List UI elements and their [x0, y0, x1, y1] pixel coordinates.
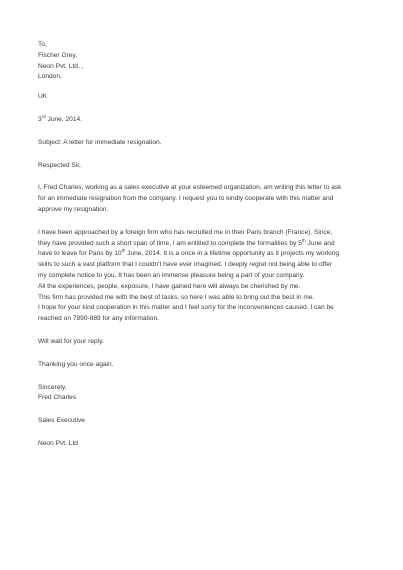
spacer: [38, 325, 383, 337]
paragraph-line: [38, 249, 383, 260]
recipient-to: To,: [38, 41, 47, 48]
spacer: [38, 83, 383, 92]
paragraph-line: This firm has provided me with the best of tasks, so here I was able to bring out the best in me.: [38, 293, 315, 301]
paragraph-line: I, Fred Charles, working as a sales executive at your esteemed organization, am writing this letter to ask: [38, 184, 342, 192]
letter-date: [38, 115, 383, 126]
paragraph-line: reached on 7890-889 for any information.: [38, 315, 159, 323]
text-segment: June, 2014. It is a once in a lifetime opportunity as it projects my working: [125, 250, 340, 258]
spacer: [38, 149, 383, 161]
paragraph-intro: [38, 183, 383, 215]
sender-company: Neon Pvt. Ltd: [38, 439, 78, 447]
salutation: Respected Sir,: [38, 161, 81, 169]
sender-name: Fred Charles: [38, 394, 77, 402]
spacer: [38, 103, 383, 115]
recipient-city: London,: [38, 73, 62, 81]
sender-title: Sales Executive: [38, 417, 85, 425]
date-rest: June, 2014.: [45, 115, 82, 123]
paragraph-line: All the experiences, people, exposure, I have gained here will always be cherished by me.: [38, 282, 301, 290]
text-segment: June and: [305, 239, 335, 247]
paragraph-line: for an immediate resignation from the company. I request you to kindly cooperate with this matter and: [38, 195, 334, 203]
spacer: [38, 348, 383, 360]
closing-reply: Will wait for your reply.: [38, 337, 104, 345]
date-suffix: rd: [41, 113, 46, 119]
closing-thanks: Thanking you once again.: [38, 360, 114, 368]
paragraph-line: [38, 239, 383, 250]
text-segment: have to leave for Paris by 10: [38, 250, 122, 258]
paragraph-line: approve my resignation.: [38, 205, 109, 213]
signoff: Sincerely,: [38, 383, 67, 391]
spacer: [38, 427, 383, 439]
ordinal-suffix: th: [301, 237, 306, 243]
recipient-name: Fischer Grey,: [38, 51, 78, 59]
spacer: [38, 404, 383, 416]
recipient-company: Neon Pvt. Ltd. ,: [38, 62, 84, 70]
paragraph-reason: [38, 228, 383, 325]
resignation-letter: [38, 40, 383, 450]
paragraph-line: I have been approached by a foreign firm who has recruited me in their Paris branch (France). Since,: [38, 228, 333, 236]
spacer: [38, 216, 383, 228]
spacer: [38, 171, 383, 183]
letter-subject: Subject: A letter for immediate resignation.: [38, 138, 162, 146]
date-day: 3: [38, 115, 42, 123]
ordinal-suffix: th: [121, 248, 126, 254]
spacer: [38, 371, 383, 383]
recipient-country: UK: [38, 93, 48, 101]
text-segment: they have provided such a short span of time, I am entitled to complete the formalities by 5: [38, 239, 302, 247]
paragraph-line: I hope for your kind cooperation in this matter and I feel sorry for the inconveniences caused. I can be: [38, 304, 334, 312]
paragraph-line: my complete notice to you. It has been an immense pleasure being a part of your company.: [38, 271, 305, 279]
spacer: [38, 126, 383, 138]
paragraph-line: skills to such a vast platform that I couldn't have ever imagined. I deeply regret not being able to offer: [38, 261, 332, 269]
